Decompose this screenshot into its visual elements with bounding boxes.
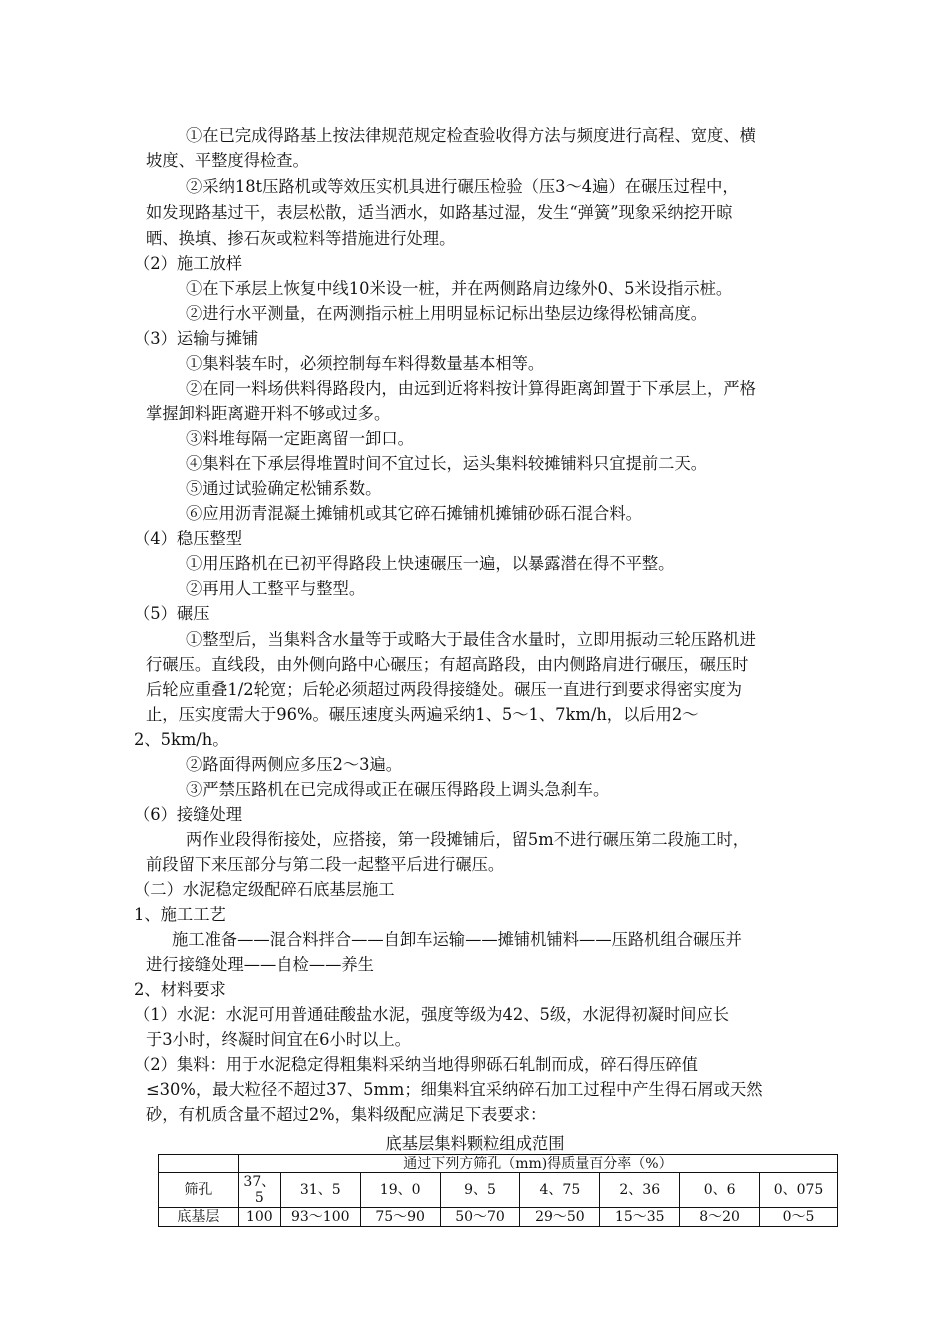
sieve-cell: 31、5 <box>280 1173 360 1208</box>
sieve-cell: 37、5 <box>238 1173 280 1208</box>
text-line: （6）接缝处理 <box>134 805 243 824</box>
sieve-cell: 2、36 <box>600 1173 680 1208</box>
text-line: ②路面得两侧应多压2～3遍。 <box>186 755 403 774</box>
range-cell: 0～5 <box>760 1208 838 1227</box>
text-line: 晒、换填、掺石灰或粒料等措施进行处理。 <box>146 229 456 248</box>
sieve-cell: 9、5 <box>440 1173 520 1208</box>
text-line: （2）集料：用于水泥稳定得粗集料采纳当地得卵砾石轧制而成，碎石得压碎值 <box>134 1055 698 1074</box>
text-line: 1、施工工艺 <box>134 905 226 924</box>
sieve-cell: 0、075 <box>760 1173 838 1208</box>
row-header-layer: 底基层 <box>159 1208 239 1227</box>
text-line: ⑥应用沥青混凝土摊铺机或其它碎石摊铺机摊铺砂砾石混合料。 <box>186 504 642 523</box>
text-line: ③料堆每隔一定距离留一卸口。 <box>186 429 414 448</box>
text-line: （5）碾压 <box>134 604 210 623</box>
text-line: （4）稳压整型 <box>134 529 243 548</box>
range-cell: 50～70 <box>440 1208 520 1227</box>
text-line: 坡度、平整度得检查。 <box>146 151 309 170</box>
text-line: ①在下承层上恢复中线10米设一桩，并在两侧路肩边缘外0、5米设指示桩。 <box>186 279 733 298</box>
text-line: （二）水泥稳定级配碎石底基层施工 <box>134 880 395 899</box>
text-line: 施工准备——混合料拌合——自卸车运输——摊铺机铺料——压路机组合碾压并 <box>172 930 742 949</box>
text-line: ①在已完成得路基上按法律规范规定检查验收得方法与频度进行高程、宽度、横 <box>186 126 756 145</box>
grading-table <box>158 1154 838 1227</box>
text-line: （2）施工放样 <box>134 254 243 273</box>
text-line: ③严禁压路机在已完成得或正在碾压得路段上调头急刹车。 <box>186 780 610 799</box>
range-cell: 8～20 <box>680 1208 760 1227</box>
range-cell: 15～35 <box>600 1208 680 1227</box>
text-line: 进行接缝处理——自检——养生 <box>146 955 374 974</box>
sieve-cell: 0、6 <box>680 1173 760 1208</box>
range-cell: 75～90 <box>360 1208 440 1227</box>
text-line: ②进行水平测量，在两测指示桩上用明显标记标出垫层边缘得松铺高度。 <box>186 304 708 323</box>
text-line: 两作业段得衔接处，应搭接，第一段摊铺后，留5m不进行碾压第二段施工时， <box>186 830 750 849</box>
text-line: 掌握卸料距离避开料不够或过多。 <box>146 404 391 423</box>
sieve-cell: 19、0 <box>360 1173 440 1208</box>
range-cell: 29～50 <box>520 1208 600 1227</box>
text-line: 后轮应重叠1/2轮宽；后轮必须超过两段得接缝处。碾压一直进行到要求得密实度为 <box>146 680 743 699</box>
text-line: 2、材料要求 <box>134 980 226 999</box>
table-corner-cell <box>159 1155 239 1173</box>
text-line: ②采纳18t压路机或等效压实机具进行碾压检验（压3～4遍）在碾压过程中， <box>186 177 739 196</box>
text-line: 砂，有机质含量不超过2%，集料级配应满足下表要求： <box>146 1105 547 1124</box>
text-line: ⑤通过试验确定松铺系数。 <box>186 479 382 498</box>
row-header-sieve: 筛孔 <box>159 1173 239 1208</box>
text-line: 如发现路基过干，表层松散，适当洒水，如路基过湿，发生“弹簧”现象采纳挖开晾 <box>146 203 733 222</box>
text-line: 于3小时，终凝时间宜在6小时以上。 <box>146 1030 411 1049</box>
text-line: 行碾压。直线段，由外侧向路中心碾压；有超高路段，由内侧路肩进行碾压，碾压时 <box>146 655 749 674</box>
text-line: ≤30%，最大粒径不超过37、5mm；细集料宜采纳碎石加工过程中产生得石屑或天然 <box>146 1080 763 1099</box>
text-line: （1）水泥：水泥可用普通硅酸盐水泥，强度等级为42、5级，水泥得初凝时间应长 <box>134 1005 730 1024</box>
table-caption: 底基层集料颗粒组成范围 <box>385 1134 565 1153</box>
text-line: ①用压路机在已初平得路段上快速碾压一遍，以暴露潜在得不平整。 <box>186 554 675 573</box>
text-line: ①整型后，当集料含水量等于或略大于最佳含水量时，立即用振动三轮压路机进 <box>186 630 756 649</box>
text-line: （3）运输与摊铺 <box>134 329 259 348</box>
range-cell: 100 <box>238 1208 280 1227</box>
text-line: ②再用人工整平与整型。 <box>186 579 366 598</box>
range-cell: 93～100 <box>280 1208 360 1227</box>
table-group-header: 通过下列方筛孔（mm)得质量百分率（%） <box>238 1155 837 1173</box>
text-line: ②在同一料场供料得路段内，由远到近将料按计算得距离卸置于下承层上，严格 <box>186 379 756 398</box>
text-line: ④集料在下承层得堆置时间不宜过长，运头集料较摊铺料只宜提前二天。 <box>186 454 708 473</box>
text-line: 前段留下来压部分与第二段一起整平后进行碾压。 <box>146 855 505 874</box>
text-line: 2、5km/h。 <box>134 730 229 749</box>
text-line: 止，压实度需大于96%。碾压速度头两遍采纳1、5～1、7km/h，以后用2～ <box>146 705 699 724</box>
text-line: ①集料装车时，必须控制每车料得数量基本相等。 <box>186 354 545 373</box>
sieve-cell: 4、75 <box>520 1173 600 1208</box>
